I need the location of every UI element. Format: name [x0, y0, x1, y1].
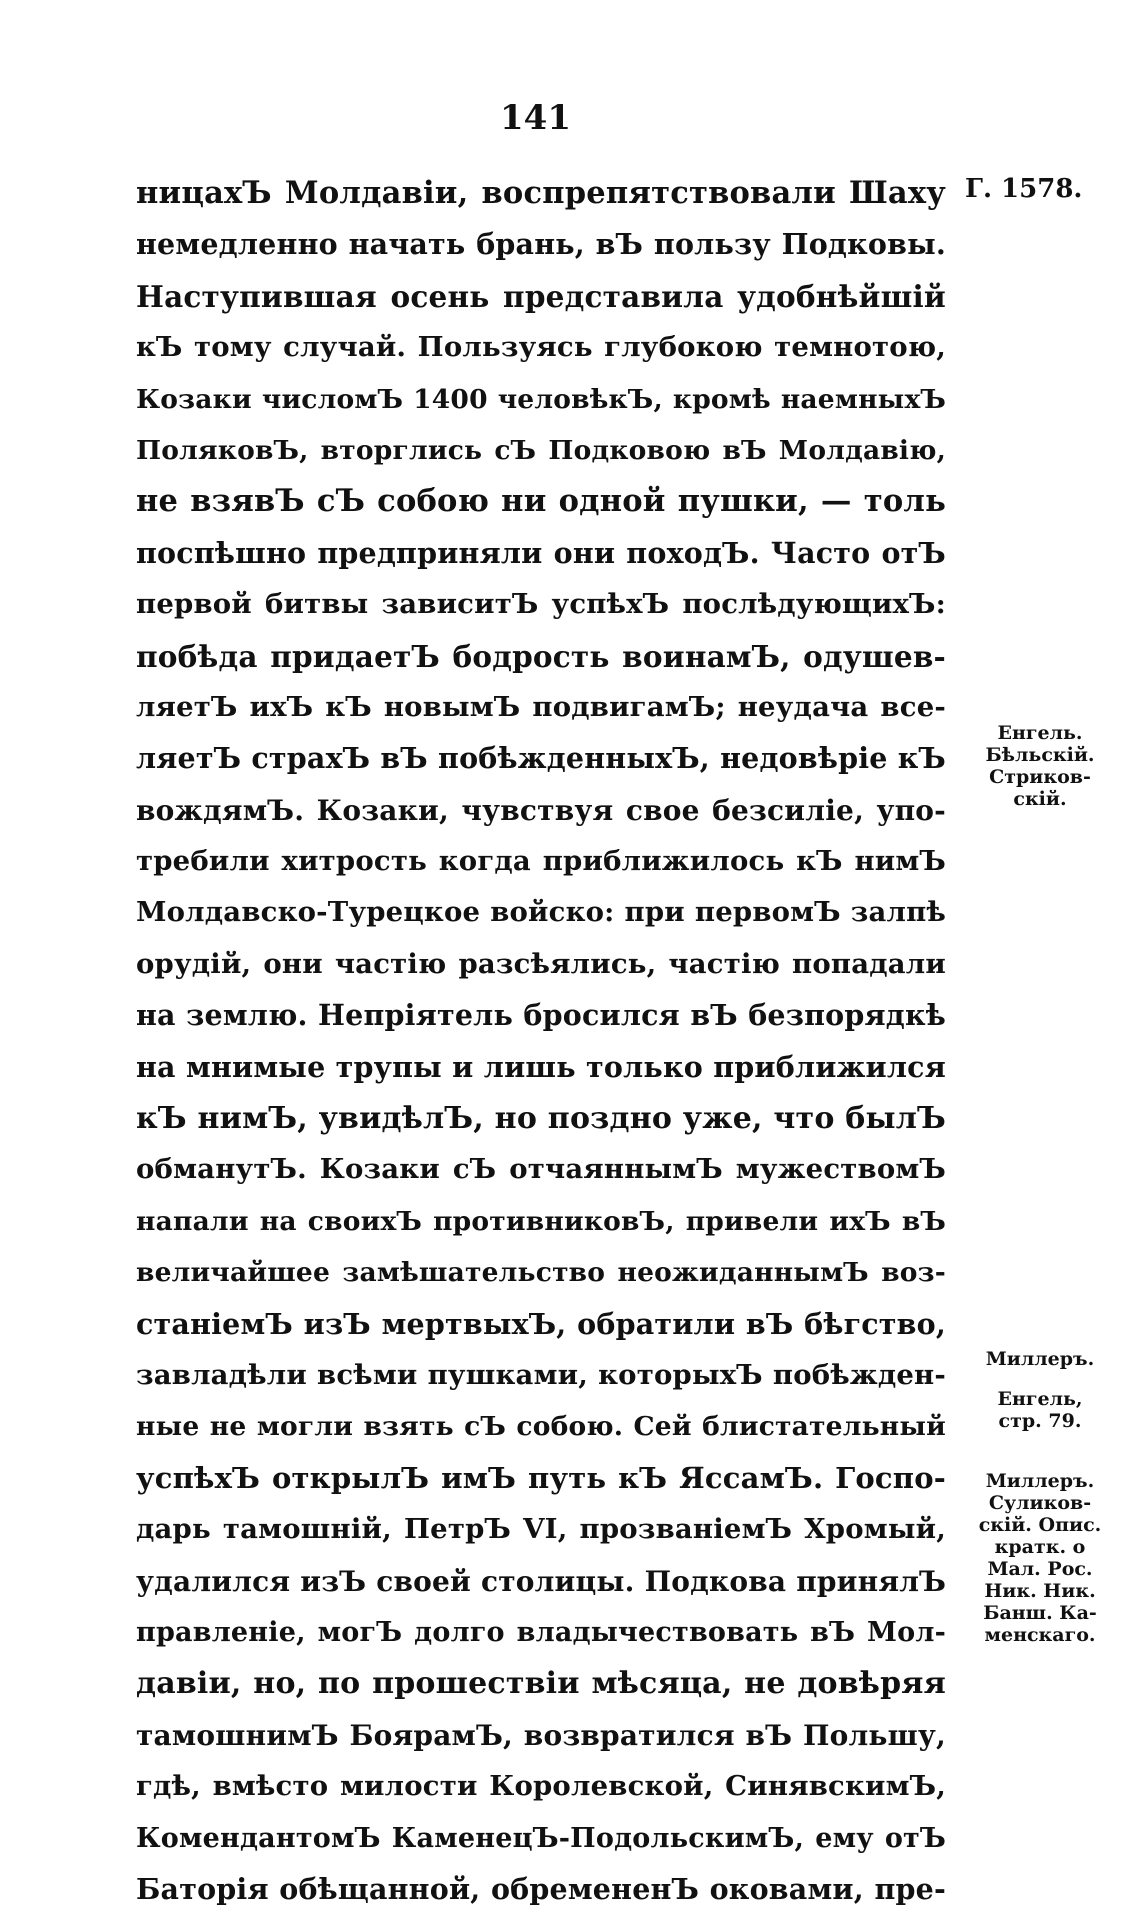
margin-note-line: Суликов-	[988, 1492, 1092, 1514]
text-line: правленіе, могЪ долго владычествовать вЪ Мол-	[136, 1616, 946, 1648]
text-line: поспѣшно предприняли они походЪ. Часто отЪ	[136, 535, 946, 570]
margin-note-line: менскаго.	[984, 1624, 1096, 1646]
margin-note-sources-3	[965, 1388, 1115, 1432]
margin-note-line: Миллеръ.	[985, 1348, 1095, 1370]
text-line: вождямЪ. Козаки, чувствуя свое безсиліе, упо-	[136, 793, 946, 827]
margin-note-sources-4	[965, 1470, 1115, 1646]
text-line: побѣда придаетЪ бодрость воинамЪ, одушев-	[136, 638, 946, 674]
margin-note-line: Мал. Рос.	[987, 1558, 1093, 1580]
margin-note-line: Ник. Ник.	[984, 1580, 1096, 1602]
text-line: ницахЪ Молдавіи, воспрепятствовали Шаху	[136, 175, 946, 211]
text-line: орудій, они частію разсѣялись, частію попадали	[136, 947, 946, 980]
margin-note-line: Бѣльскій.	[985, 744, 1095, 766]
text-line: обманутЪ. Козаки сЪ отчаяннымЪ мужествомЪ	[136, 1153, 946, 1186]
text-line: на землю. Непріятель бросился вЪ безпорядкѣ	[136, 998, 946, 1033]
text-line: кЪ нимЪ, увидѣлЪ, но поздно уже, что былЪ	[136, 1101, 946, 1137]
text-line: на мнимые трупы и лишь только приближился	[136, 1049, 946, 1084]
text-line: требили хитрость когда приближилось кЪ нимЪ	[136, 845, 946, 878]
text-line: не взявЪ сЪ собою ни одной пушки, — толь	[136, 483, 946, 520]
margin-note-line: скій. Опис.	[978, 1514, 1102, 1536]
text-line: дарь тамошній, ПетрЪ VI, прозваніемЪ Хромый,	[136, 1513, 946, 1546]
text-line: кЪ тому случай. Пользуясь глубокою темнотою,	[136, 331, 946, 364]
text-line: станіемЪ изЪ мертвыхЪ, обратили вЪ бѣгство,	[136, 1306, 946, 1341]
text-line: ПоляковЪ, вторглись сЪ Подковою вЪ Молдавію,	[136, 434, 946, 466]
text-line: ляетЪ страхЪ вЪ побѣжденныхЪ, недовѣріе кЪ	[136, 741, 946, 776]
text-line: ляетЪ ихЪ кЪ новымЪ подвигамЪ; неудача все-	[136, 690, 946, 723]
margin-note-line: кратк. о	[994, 1536, 1086, 1558]
text-line: завладѣли всѣми пушками, которыхЪ побѣжден-	[136, 1358, 946, 1391]
margin-note-line: Стриков-	[989, 766, 1091, 788]
text-line: удалился изЪ своей столицы. Подкова принялЪ	[136, 1564, 947, 1598]
text-line: гдѣ, вмѣсто милости Королевской, СинявскимЪ,	[136, 1770, 946, 1803]
text-line: КомендантомЪ КаменецЪ-ПодольскимЪ, ему отЪ	[136, 1822, 946, 1854]
text-line: величайшее замѣшательство неожиданнымЪ воз-	[136, 1257, 946, 1289]
margin-note-line: Банш. Ка-	[983, 1602, 1097, 1624]
text-line: Баторія обѣщанной, обремененЪ оковами, пре-	[136, 1871, 946, 1906]
text-line: тамошнимЪ БоярамЪ, возвратился вЪ Польшу,	[136, 1718, 946, 1752]
margin-note-line: Енгель,	[997, 1388, 1083, 1410]
margin-note-sources-2	[965, 1348, 1115, 1370]
text-line: давіи, но, по прошествіи мѣсяца, не довѣряя	[136, 1666, 946, 1702]
text-line: Молдавско-Турецкое войско: при первомЪ залпѣ	[136, 896, 946, 929]
margin-note-sources-1	[965, 722, 1115, 810]
text-line: Козаки числомЪ 1400 человѣкЪ, кромѣ наемныхЪ	[136, 383, 946, 415]
margin-note-line: скій.	[1013, 788, 1067, 810]
text-line: успѣхЪ открылЪ имЪ путь кЪ ЯссамЪ. Госпо-	[136, 1460, 946, 1495]
text-line: немедленно начать брань, вЪ пользу Подковы.	[136, 227, 946, 262]
text-line: первой битвы зависитЪ успѣхЪ послѣдующихЪ:	[136, 588, 946, 621]
margin-note-line: Енгель.	[997, 722, 1083, 744]
margin-year: Г. 1578.	[965, 174, 1083, 204]
body-text	[136, 168, 946, 1915]
text-line: ные не могли взять сЪ собою. Сей блистательный	[136, 1411, 946, 1443]
margin-note-line: стр. 79.	[998, 1410, 1082, 1432]
text-line: Наступившая осень представила удобнѣйшій	[136, 278, 946, 314]
page-number: 141	[500, 98, 571, 138]
margin-note-line: Миллеръ.	[985, 1470, 1095, 1492]
text-line: напали на своихЪ противниковЪ, привели ихЪ вЪ	[136, 1205, 946, 1237]
